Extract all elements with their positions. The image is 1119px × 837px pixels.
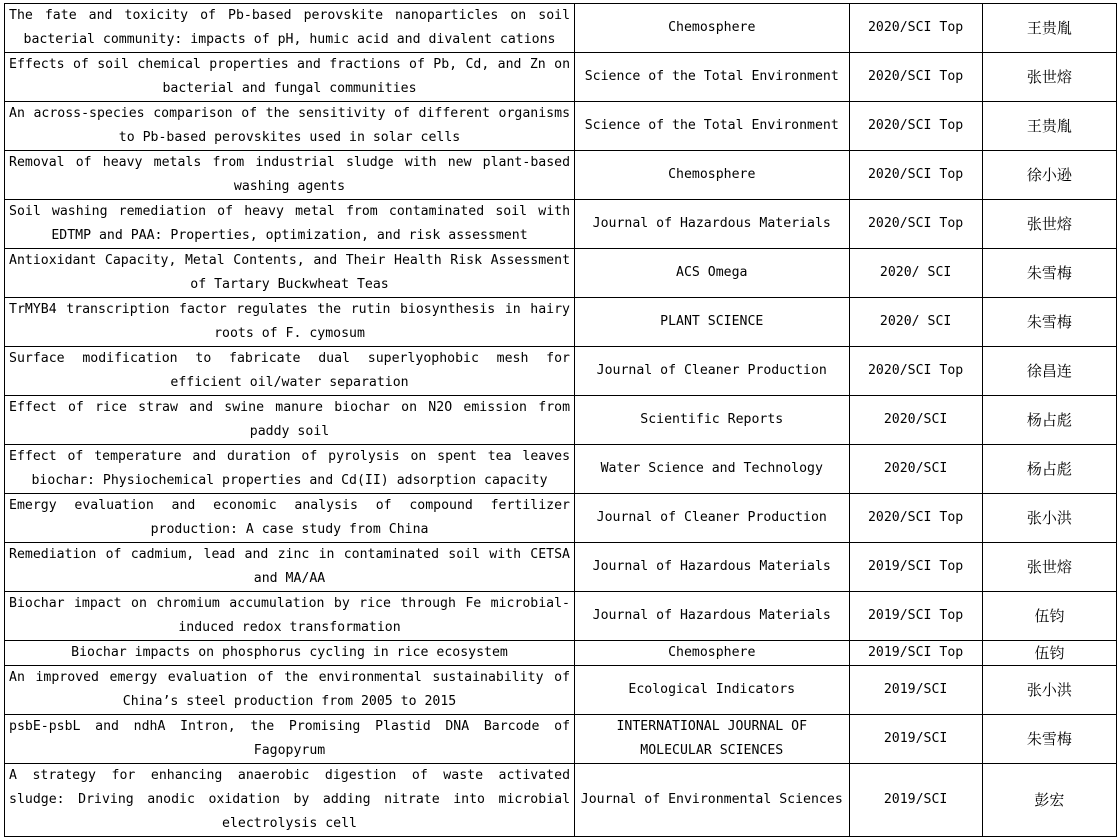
author-cell: 彭宏 [982, 764, 1116, 837]
table-row [5, 666, 1117, 715]
paper-title-cell: An improved emergy evaluation of the environmental sustainability of China’s steel production from 2005 to 2015 [5, 666, 575, 715]
table-row [5, 641, 1117, 666]
year-category-cell: 2020/SCI Top [849, 151, 982, 200]
paper-title-cell: Surface modification to fabricate dual superlyophobic mesh for efficient oil/water separation [5, 347, 575, 396]
journal-cell: PLANT SCIENCE [575, 298, 849, 347]
table-row [5, 764, 1117, 837]
table-row [5, 298, 1117, 347]
paper-title-cell: Effect of rice straw and swine manure biochar on N2O emission from paddy soil [5, 396, 575, 445]
paper-title-cell: Effects of soil chemical properties and fractions of Pb, Cd, and Zn on bacterial and fungal communities [5, 53, 575, 102]
author-cell: 伍钧 [982, 641, 1116, 666]
author-cell: 杨占彪 [982, 396, 1116, 445]
author-cell: 张世熔 [982, 53, 1116, 102]
year-category-cell: 2019/SCI [849, 764, 982, 837]
year-category-cell: 2020/SCI Top [849, 200, 982, 249]
author-cell: 朱雪梅 [982, 715, 1116, 764]
author-cell: 徐昌连 [982, 347, 1116, 396]
year-category-cell: 2019/SCI Top [849, 641, 982, 666]
paper-title-cell: A strategy for enhancing anaerobic digestion of waste activated sludge: Driving anodic oxidation by adding nitrate into microbial electrolysis cell [5, 764, 575, 837]
paper-title-cell: Soil washing remediation of heavy metal from contaminated soil with EDTMP and PAA: Properties, optimization, and risk assessment [5, 200, 575, 249]
author-cell: 徐小逊 [982, 151, 1116, 200]
paper-title-cell: psbE-psbL and ndhA Intron, the Promising Plastid DNA Barcode of Fagopyrum [5, 715, 575, 764]
author-cell: 张小洪 [982, 494, 1116, 543]
table-row [5, 4, 1117, 53]
journal-cell: ACS Omega [575, 249, 849, 298]
year-category-cell: 2020/SCI [849, 396, 982, 445]
paper-title-cell: The fate and toxicity of Pb-based perovskite nanoparticles on soil bacterial community: impacts of pH, humic acid and divalent cations [5, 4, 575, 53]
year-category-cell: 2020/SCI Top [849, 102, 982, 151]
year-category-cell: 2019/SCI [849, 666, 982, 715]
year-category-cell: 2020/SCI Top [849, 347, 982, 396]
author-cell: 朱雪梅 [982, 249, 1116, 298]
year-category-cell: 2020/ SCI [849, 298, 982, 347]
journal-cell: Journal of Hazardous Materials [575, 543, 849, 592]
journal-cell: INTERNATIONAL JOURNAL OF MOLECULAR SCIENCES [575, 715, 849, 764]
journal-cell: Science of the Total Environment [575, 102, 849, 151]
publication-table-body [5, 4, 1117, 837]
paper-title-cell: An across-species comparison of the sensitivity of different organisms to Pb-based perovskites used in solar cells [5, 102, 575, 151]
journal-cell: Chemosphere [575, 641, 849, 666]
table-row [5, 715, 1117, 764]
journal-cell: Scientific Reports [575, 396, 849, 445]
year-category-cell: 2019/SCI Top [849, 592, 982, 641]
journal-cell: Journal of Cleaner Production [575, 494, 849, 543]
year-category-cell: 2020/SCI Top [849, 4, 982, 53]
table-row [5, 445, 1117, 494]
author-cell: 张世熔 [982, 200, 1116, 249]
paper-title-cell: Biochar impact on chromium accumulation by rice through Fe microbial-induced redox transformation [5, 592, 575, 641]
paper-title-cell: TrMYB4 transcription factor regulates the rutin biosynthesis in hairy roots of F. cymosum [5, 298, 575, 347]
paper-title-cell: Biochar impacts on phosphorus cycling in rice ecosystem [5, 641, 575, 666]
year-category-cell: 2019/SCI Top [849, 543, 982, 592]
author-cell: 张世熔 [982, 543, 1116, 592]
journal-cell: Chemosphere [575, 151, 849, 200]
paper-title-cell: Antioxidant Capacity, Metal Contents, and Their Health Risk Assessment of Tartary Buckwheat Teas [5, 249, 575, 298]
table-row [5, 102, 1117, 151]
journal-cell: Journal of Hazardous Materials [575, 592, 849, 641]
year-category-cell: 2020/SCI Top [849, 494, 982, 543]
paper-title-cell: Emergy evaluation and economic analysis of compound fertilizer production: A case study from China [5, 494, 575, 543]
journal-cell: Chemosphere [575, 4, 849, 53]
author-cell: 伍钧 [982, 592, 1116, 641]
table-row [5, 543, 1117, 592]
paper-title-cell: Remediation of cadmium, lead and zinc in contaminated soil with CETSA and MA/AA [5, 543, 575, 592]
year-category-cell: 2020/SCI Top [849, 53, 982, 102]
journal-cell: Science of the Total Environment [575, 53, 849, 102]
year-category-cell: 2020/SCI [849, 445, 982, 494]
table-row [5, 53, 1117, 102]
journal-cell: Ecological Indicators [575, 666, 849, 715]
table-row [5, 200, 1117, 249]
publication-table [4, 3, 1117, 837]
journal-cell: Journal of Hazardous Materials [575, 200, 849, 249]
author-cell: 杨占彪 [982, 445, 1116, 494]
journal-cell: Water Science and Technology [575, 445, 849, 494]
journal-cell: Journal of Cleaner Production [575, 347, 849, 396]
paper-title-cell: Effect of temperature and duration of pyrolysis on spent tea leaves biochar: Physiochemical properties and Cd(II) adsorption capacity [5, 445, 575, 494]
table-row [5, 347, 1117, 396]
author-cell: 张小洪 [982, 666, 1116, 715]
table-row [5, 396, 1117, 445]
journal-cell: Journal of Environmental Sciences [575, 764, 849, 837]
year-category-cell: 2020/ SCI [849, 249, 982, 298]
table-row [5, 494, 1117, 543]
paper-title-cell: Removal of heavy metals from industrial sludge with new plant-based washing agents [5, 151, 575, 200]
author-cell: 王贵胤 [982, 102, 1116, 151]
year-category-cell: 2019/SCI [849, 715, 982, 764]
table-row [5, 151, 1117, 200]
author-cell: 王贵胤 [982, 4, 1116, 53]
table-row [5, 249, 1117, 298]
table-row [5, 592, 1117, 641]
author-cell: 朱雪梅 [982, 298, 1116, 347]
